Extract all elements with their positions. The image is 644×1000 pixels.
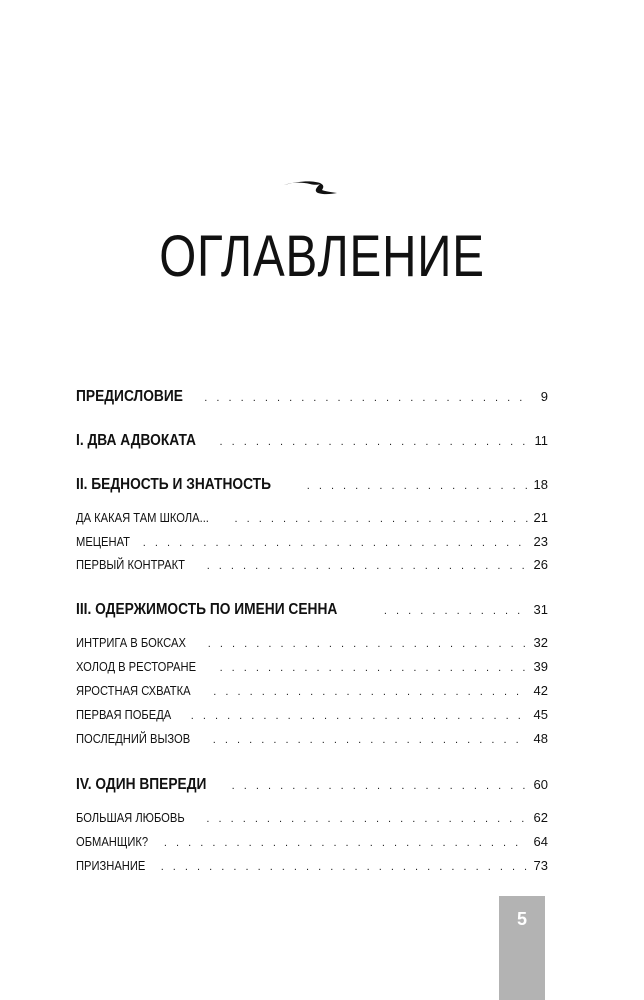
toc-entry-label: ЯРОСТНАЯ СХВАТКА bbox=[76, 683, 191, 698]
toc-entry-label: ХОЛОД В РЕСТОРАНЕ bbox=[76, 659, 197, 674]
toc-leader-dots bbox=[219, 436, 528, 448]
page-number-tab bbox=[499, 896, 545, 1000]
toc-leader-dots bbox=[207, 560, 528, 572]
toc-entry-page: 48 bbox=[533, 731, 548, 746]
toc-leader-dots bbox=[213, 734, 528, 746]
toc-entry-label: ПРЕДИСЛОВИЕ bbox=[76, 388, 183, 405]
toc-entry-label: II. БЕДНОСТЬ И ЗНАТНОСТЬ bbox=[76, 476, 271, 493]
toc-leader-dots bbox=[191, 710, 528, 722]
toc-entry-page: 31 bbox=[533, 602, 548, 617]
toc-entry-page: 60 bbox=[533, 777, 548, 792]
toc-entry-page: 18 bbox=[533, 477, 548, 492]
toc-entry-section bbox=[76, 731, 548, 751]
toc-entry-page: 42 bbox=[533, 683, 548, 698]
page-number: 5 bbox=[516, 909, 527, 929]
toc-leader-dots bbox=[384, 605, 528, 617]
toc-entry-section bbox=[76, 635, 548, 655]
toc-leader-dots bbox=[206, 813, 528, 825]
toc-entry-page: 11 bbox=[534, 433, 548, 448]
toc-entry-page: 23 bbox=[533, 534, 548, 549]
toc-leader-dots bbox=[208, 638, 528, 650]
toc-entry-label: ПРИЗНАНИЕ bbox=[76, 858, 146, 873]
toc-leader-dots bbox=[213, 686, 528, 698]
toc-entry-section bbox=[76, 659, 548, 679]
toc-leader-dots bbox=[235, 513, 528, 525]
toc-entry-label: ПЕРВЫЙ КОНТРАКТ bbox=[76, 557, 185, 572]
toc-entry-label: ОБМАНЩИК? bbox=[76, 834, 149, 849]
toc-entry-section bbox=[76, 557, 548, 577]
toc-leader-dots bbox=[161, 861, 528, 873]
toc-entry-label: ПОСЛЕДНИЙ ВЫЗОВ bbox=[76, 731, 191, 746]
toc-entry-section bbox=[76, 834, 548, 854]
toc-entry-label: ДА КАКАЯ ТАМ ШКОЛА... bbox=[76, 510, 209, 525]
toc-entry-page: 26 bbox=[533, 557, 548, 572]
toc-entry-label: IV. ОДИН ВПЕРЕДИ bbox=[76, 776, 207, 793]
toc-entry-page: 39 bbox=[533, 659, 548, 674]
toc-entry-label: ПЕРВАЯ ПОБЕДА bbox=[76, 707, 172, 722]
toc-leader-dots bbox=[164, 837, 528, 849]
toc-entry-section bbox=[76, 707, 548, 727]
page-title: ОГЛАВЛЕНИЕ bbox=[159, 224, 485, 289]
toc-entry-section bbox=[76, 858, 548, 878]
toc-entry-page: 9 bbox=[540, 389, 548, 404]
toc-entry-section bbox=[76, 810, 548, 830]
toc-entry-page: 32 bbox=[533, 635, 548, 650]
toc-leader-dots bbox=[220, 662, 528, 674]
toc-entry-chapter-2 bbox=[76, 476, 548, 496]
toc-leader-dots bbox=[307, 480, 528, 492]
toc-entry-section bbox=[76, 534, 548, 554]
swash-ornament-icon bbox=[280, 176, 340, 200]
toc-entry-page: 62 bbox=[533, 810, 548, 825]
toc-entry-section bbox=[76, 510, 548, 530]
toc-entry-chapter-1 bbox=[76, 432, 548, 452]
toc-entry-page: 73 bbox=[533, 858, 548, 873]
toc-leader-dots bbox=[143, 537, 528, 549]
toc-entry-label: БОЛЬШАЯ ЛЮБОВЬ bbox=[76, 810, 185, 825]
toc-entry-section bbox=[76, 683, 548, 703]
toc-entry-chapter-3 bbox=[76, 601, 548, 621]
toc-entry-label: I. ДВА АДВОКАТА bbox=[76, 432, 196, 449]
toc-leader-dots bbox=[204, 392, 528, 404]
toc-entry-page: 21 bbox=[533, 510, 548, 525]
toc-entry-page: 45 bbox=[533, 707, 548, 722]
toc-entry-page: 64 bbox=[533, 834, 548, 849]
toc-leader-dots bbox=[232, 780, 528, 792]
toc-entry-preface bbox=[76, 388, 548, 408]
toc-entry-label: ИНТРИГА В БОКСАХ bbox=[76, 635, 186, 650]
toc-entry-chapter-4 bbox=[76, 776, 548, 796]
toc-entry-label: III. ОДЕРЖИМОСТЬ ПО ИМЕНИ СЕННА bbox=[76, 601, 338, 618]
toc-entry-label: МЕЦЕНАТ bbox=[76, 534, 130, 549]
